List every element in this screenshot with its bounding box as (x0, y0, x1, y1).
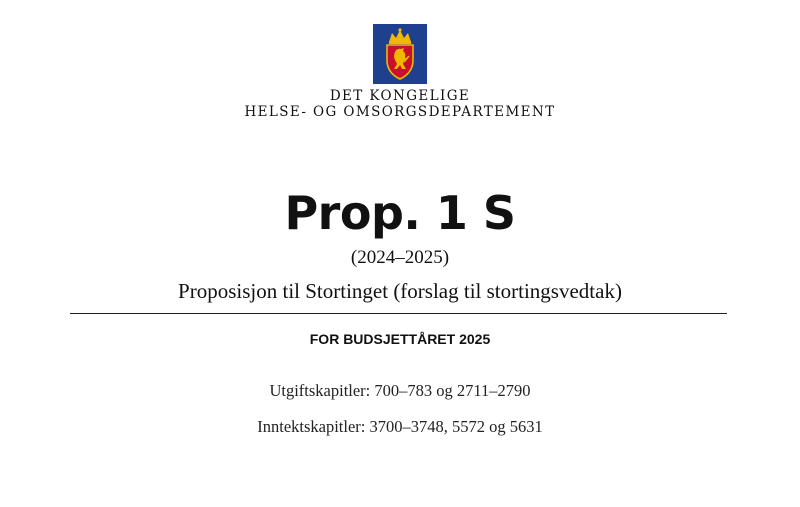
norwegian-coat-of-arms-icon (373, 24, 427, 84)
parliamentary-session: (2024–2025) (350, 247, 450, 268)
proposition-title: Prop. 1 S (284, 186, 516, 240)
income-chapters: Inntektskapitler: 3700–3748, 5572 og 5631 (257, 417, 543, 436)
department-name-line1: DET KONGELIGE (329, 88, 471, 104)
proposition-subtitle: Proposisjon til Stortinget (forslag til stortingsvedtak) (178, 279, 622, 303)
expenditure-chapters: Utgiftskapitler: 700–783 og 2711–2790 (269, 381, 531, 400)
budget-year-heading: FOR BUDSJETTÅRET 2025 (309, 331, 491, 347)
department-name-line2: HELSE- OG OMSORGSDEPARTEMENT (244, 104, 556, 120)
divider (70, 313, 727, 314)
